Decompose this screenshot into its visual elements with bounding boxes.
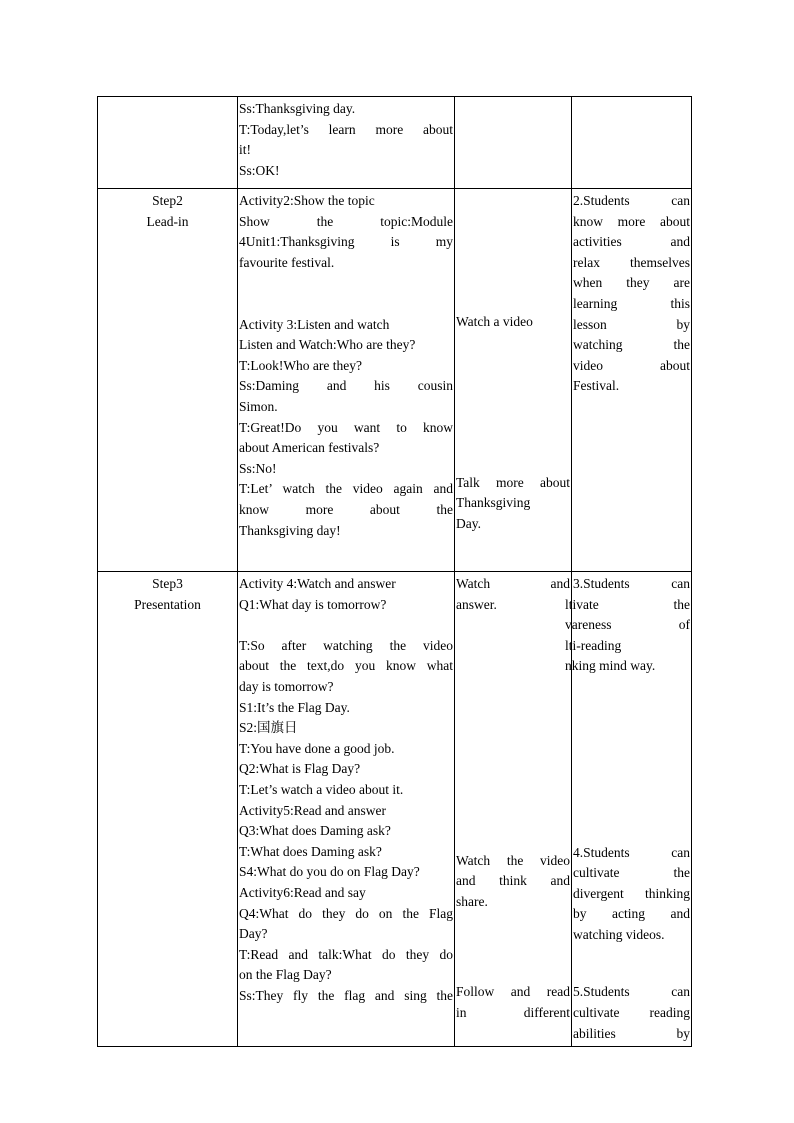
text-line: Thanksgiving bbox=[456, 495, 531, 511]
spacer bbox=[456, 333, 570, 473]
text-line: learning this bbox=[573, 295, 690, 311]
text-line: Q2:What is Flag Day? bbox=[239, 761, 361, 777]
text-line: Activity 4:Watch and answer bbox=[239, 576, 396, 591]
text-line: Day? bbox=[239, 926, 268, 942]
text-line: T:What does Daming ask? bbox=[239, 843, 382, 859]
text-line: Q1:What day is tomorrow? bbox=[239, 596, 387, 612]
text-line: T:Great!Do you want to know bbox=[239, 419, 453, 435]
text-line: Follow and read bbox=[456, 984, 570, 1000]
step-cell bbox=[98, 572, 238, 1047]
text-line: Activity6:Read and say bbox=[239, 884, 366, 900]
text-line: nking mind way. bbox=[565, 658, 656, 674]
spacer bbox=[573, 677, 690, 843]
text-line: ltivate the bbox=[565, 596, 690, 612]
text-line: abilities by bbox=[573, 1025, 690, 1041]
text-line: share. bbox=[456, 893, 488, 909]
text-line: in different bbox=[456, 1004, 570, 1020]
text-line: favourite festival. bbox=[239, 254, 335, 270]
text-line: it! bbox=[239, 142, 251, 158]
spacer bbox=[239, 273, 453, 314]
table-row bbox=[98, 189, 692, 572]
text-line: T:Let’ watch the video again and bbox=[239, 481, 453, 497]
table-row bbox=[98, 572, 692, 1047]
text-line: Simon. bbox=[239, 398, 278, 414]
text-line: Ss:Daming and his cousin bbox=[239, 378, 453, 394]
text-line: S4:What do you do on Flag Day? bbox=[239, 864, 420, 880]
text-line: 4Unit1:Thanksgiving is my bbox=[239, 234, 453, 250]
text-line: about the text,do you know what bbox=[239, 658, 453, 674]
text-line: Q3:What does Daming ask? bbox=[239, 823, 391, 839]
text-line: Day. bbox=[456, 516, 481, 532]
text-line: Ss:Thanksgiving day. bbox=[239, 101, 356, 116]
activity-cell bbox=[238, 97, 455, 189]
purpose-cell bbox=[572, 97, 692, 189]
text-line: T:You have done a good job. bbox=[239, 740, 395, 756]
text-line: 3.Students can bbox=[573, 576, 690, 591]
lesson-plan-table bbox=[97, 96, 692, 1047]
text-line: Activity5:Read and answer bbox=[239, 802, 386, 818]
text-line: Q4:What do they do on the Flag bbox=[239, 905, 453, 921]
text-line: by acting and bbox=[573, 906, 690, 922]
text-line: know more about the bbox=[239, 501, 453, 517]
text-line: lti-reading bbox=[565, 637, 622, 653]
text-line: Watch and bbox=[456, 576, 570, 591]
step-label: Lead-in bbox=[146, 213, 189, 229]
text-line: on the Flag Day? bbox=[239, 967, 332, 983]
text-line: Festival. bbox=[573, 378, 620, 394]
text-line: T:Look!Who are they? bbox=[239, 357, 363, 373]
step-cell bbox=[98, 97, 238, 189]
text-line: when they are bbox=[573, 275, 690, 291]
text-line: vareness of bbox=[565, 617, 690, 633]
table-row bbox=[98, 97, 692, 189]
step-cell bbox=[98, 189, 238, 572]
text-line: 2.Students can bbox=[573, 193, 690, 208]
text-line: Talk more about bbox=[456, 474, 570, 490]
text-line: S1:It’s the Flag Day. bbox=[239, 699, 350, 715]
purpose-cell bbox=[572, 189, 692, 572]
text-line: lesson by bbox=[573, 316, 690, 332]
text-line: Activity2:Show the topic bbox=[239, 193, 375, 208]
text-line: Show the topic:Module bbox=[239, 213, 453, 229]
text-line: Listen and Watch:Who are they? bbox=[239, 337, 416, 353]
text-line: Ss:No! bbox=[239, 460, 277, 476]
spacer bbox=[456, 615, 570, 851]
student-activity-cell bbox=[455, 189, 572, 572]
spacer bbox=[239, 615, 453, 636]
text-line: and think and bbox=[456, 873, 570, 889]
student-activity-cell bbox=[455, 572, 572, 1047]
text-line: watching the bbox=[573, 337, 690, 353]
student-activity-cell bbox=[455, 97, 572, 189]
text-line: Watch a video bbox=[456, 314, 533, 330]
text-line: cultivate the bbox=[573, 865, 690, 881]
step-label: Step3 bbox=[152, 576, 183, 591]
text-line: about American festivals? bbox=[239, 440, 380, 456]
text-line: T:Today,let’s learn more about bbox=[239, 121, 453, 137]
text-line: Activity 3:Listen and watch bbox=[239, 316, 390, 332]
text-line: relax themselves bbox=[573, 254, 690, 270]
text-line: Watch the video bbox=[456, 852, 570, 868]
text-line: Ss:OK! bbox=[239, 162, 280, 178]
spacer bbox=[456, 191, 570, 312]
text-line: video about bbox=[573, 357, 690, 373]
text-line: S2:国旗日 bbox=[239, 720, 298, 736]
text-line: divergent thinking bbox=[573, 885, 690, 901]
purpose-cell bbox=[565, 572, 692, 1047]
spacer bbox=[456, 912, 570, 982]
text-line: Thanksgiving day! bbox=[239, 522, 341, 538]
text-line: T:So after watching the video bbox=[239, 637, 453, 653]
text-line: day is tomorrow? bbox=[239, 678, 334, 694]
text-line: T:Let’s watch a video about it. bbox=[239, 781, 404, 797]
text-line: Ss:They fly the flag and sing the bbox=[239, 987, 453, 1003]
text-line: 4.Students can bbox=[573, 844, 690, 860]
text-line: watching videos. bbox=[573, 926, 665, 942]
step-label: Step2 bbox=[152, 193, 183, 208]
spacer bbox=[573, 946, 690, 983]
text-line: cultivate reading bbox=[573, 1004, 690, 1020]
activity-cell bbox=[238, 572, 455, 1047]
activity-cell bbox=[238, 189, 455, 572]
step-label: Presentation bbox=[134, 596, 201, 612]
text-line: know more about bbox=[573, 213, 690, 229]
text-line: T:Read and talk:What do they do bbox=[239, 946, 453, 962]
text-line: activities and bbox=[573, 234, 690, 250]
text-line: 5.Students can bbox=[573, 984, 690, 1000]
text-line: answer. bbox=[456, 596, 497, 612]
